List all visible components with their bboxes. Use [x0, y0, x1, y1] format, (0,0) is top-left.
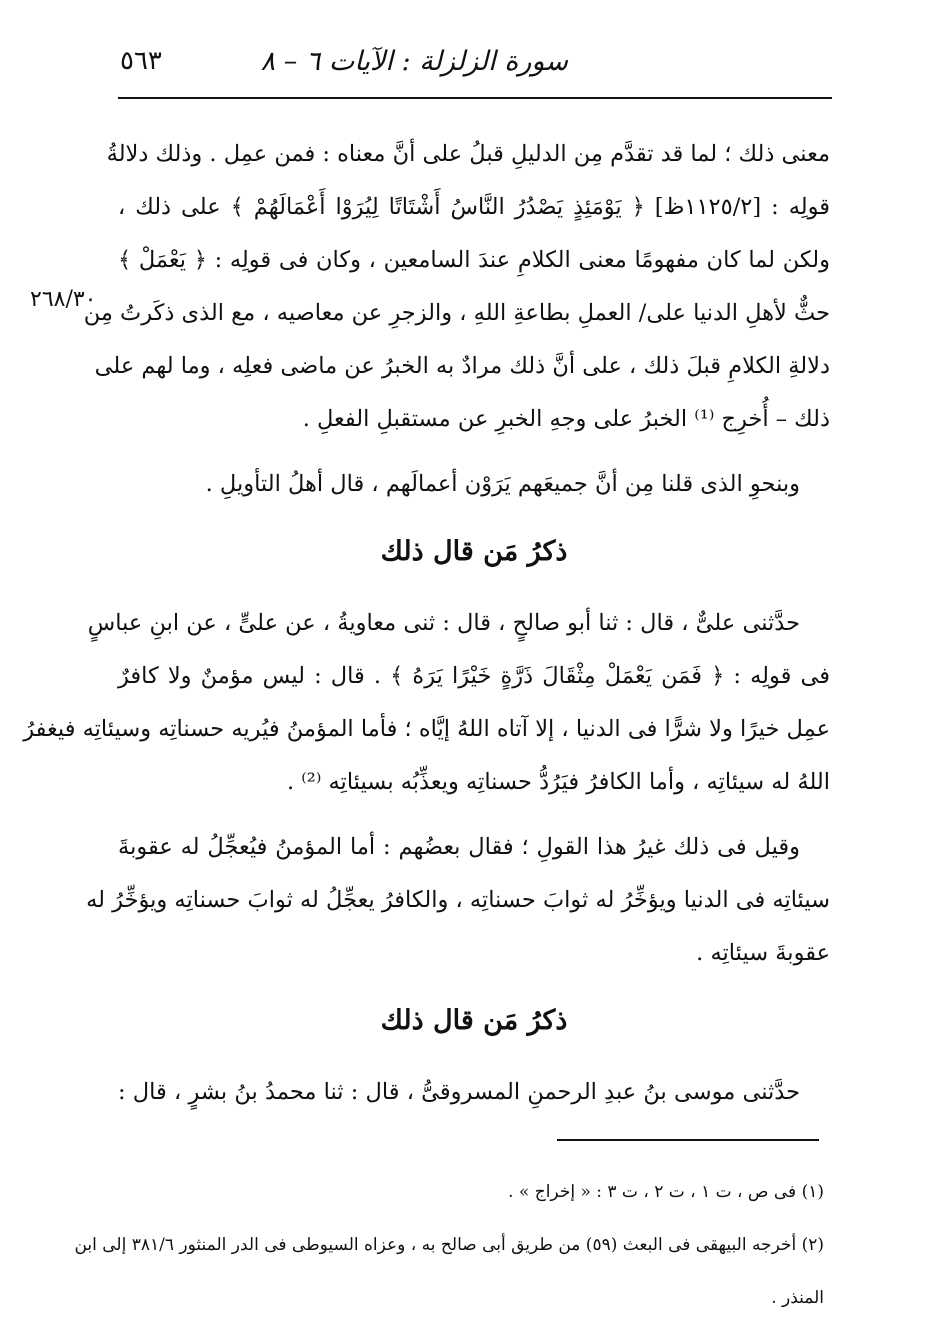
opinion-paragraph	[86, 821, 830, 980]
margin-reference: ٢٦٨/٣٠	[30, 287, 97, 312]
footnote-rule	[557, 1139, 819, 1141]
text-line: وبنحوِ الذى قلنا مِن أنَّ جميعَهم يَرَوْن أعمالَهم ، قال أهلُ التأويلِ .	[205, 471, 800, 497]
footnote-2-continued: المنذر .	[771, 1288, 824, 1308]
section-heading-2: ذكرُ مَن قال ذلك	[380, 1005, 568, 1036]
text-line: عقوبةَ سيئاتِه .	[696, 940, 830, 966]
text-line: سيئاتِه فى الدنيا ويؤخِّرُ له ثوابَ حسناتِه ، والكافرُ يعجِّلُ له ثوابَ حسناتِه ويؤخِّرُ له	[86, 887, 830, 913]
footnotes	[74, 1166, 824, 1325]
footnote-2: (٢) أخرجه البيهقى فى البعث (٥٩) من طريق أبى صالح به ، وعزاه السيوطى فى الدر المنثور ٣٨١/٦ إلى ابن	[74, 1235, 824, 1255]
text-line: حدَّثنى موسى بنُ عبدِ الرحمنِ المسروقىُّ ، قال : ثنا محمدُ بنُ بشرٍ ، قال :	[118, 1079, 800, 1105]
section-heading-1: ذكرُ مَن قال ذلك	[380, 536, 568, 567]
text-line: ولكن لما كان مفهومًا معنى الكلامِ عندَ السامعين ، وكان فى قولِه : ﴿ يَعْمَلْ ﴾	[118, 247, 830, 273]
text-line: عمِل خيرًا ولا شرًّا فى الدنيا ، إلا آتاه اللهُ إيَّاه ؛ فأما المؤمنُ فيُريه حسناتِه وسيئاتِه فيغفرُ	[23, 716, 830, 742]
page-number: ٥٦٣	[120, 46, 162, 76]
text-line: اللهُ له سيئاتِه ، وأما الكافرُ فيَرُدُّ حسناتِه ويعذِّبُه بسيئاتِه ⁽²⁾ .	[286, 769, 830, 795]
text-line: معنى ذلك ؛ لما قد تقدَّم مِن الدليلِ قبلُ على أنَّ معناه : فمن عمِل . وذلك دلالةُ	[106, 141, 830, 167]
running-title: سورة الزلزلة : الآيات ٦ – ٨	[260, 46, 568, 77]
narration-1	[23, 597, 830, 809]
text-line: وقيل فى ذلك غيرُ هذا القولِ ؛ فقال بعضُهم : أما المؤمنُ فيُعجِّلُ له عقوبةَ	[118, 834, 800, 860]
text-line: حدَّثنى علىٌّ ، قال : ثنا أبو صالحٍ ، قال : ثنى معاويةُ ، عن علىٍّ ، عن ابنِ عباسٍ	[87, 610, 800, 636]
text-line: دلالةِ الكلامِ قبلَ ذلك ، على أنَّ ذلك مرادٌ به الخبرُ عن ماضى فعلِه ، وما لهم على	[94, 353, 830, 379]
text-line: قولِه : [١١٢٥/٢ظ] ﴿ يَوْمَئِذٍ يَصْدُرُ النَّاسُ أَشْتَاتًا لِيُرَوْا أَعْمَالَهُمْ ﴾ على ذلك ،	[118, 194, 830, 220]
paragraph-1	[83, 128, 830, 446]
footnote-1: (١) فى ص ، ت ١ ، ت ٢ ، ت ٣ : « إخراج » .	[508, 1182, 824, 1202]
header-rule	[118, 97, 832, 99]
text-line: فى قولِه : ﴿ فَمَن يَعْمَلْ مِثْقَالَ ذَرَّةٍ خَيْرًا يَرَهُ ﴾ . قال : ليس مؤمنٌ ولا كافرٌ	[118, 663, 830, 689]
narration-2	[118, 1066, 830, 1119]
page-header	[118, 38, 830, 98]
text-line: حثٌّ لأهلِ الدنيا على/ العملِ بطاعةِ اللهِ ، والزجرِ عن معاصيه ، مع الذى ذكَرتُ مِن	[83, 300, 830, 326]
paragraph-2	[118, 458, 830, 511]
text-line: ذلك – أُخرِج ⁽¹⁾ الخبرُ على وجهِ الخبرِ عن مستقبلِ الفعلِ .	[302, 406, 830, 432]
